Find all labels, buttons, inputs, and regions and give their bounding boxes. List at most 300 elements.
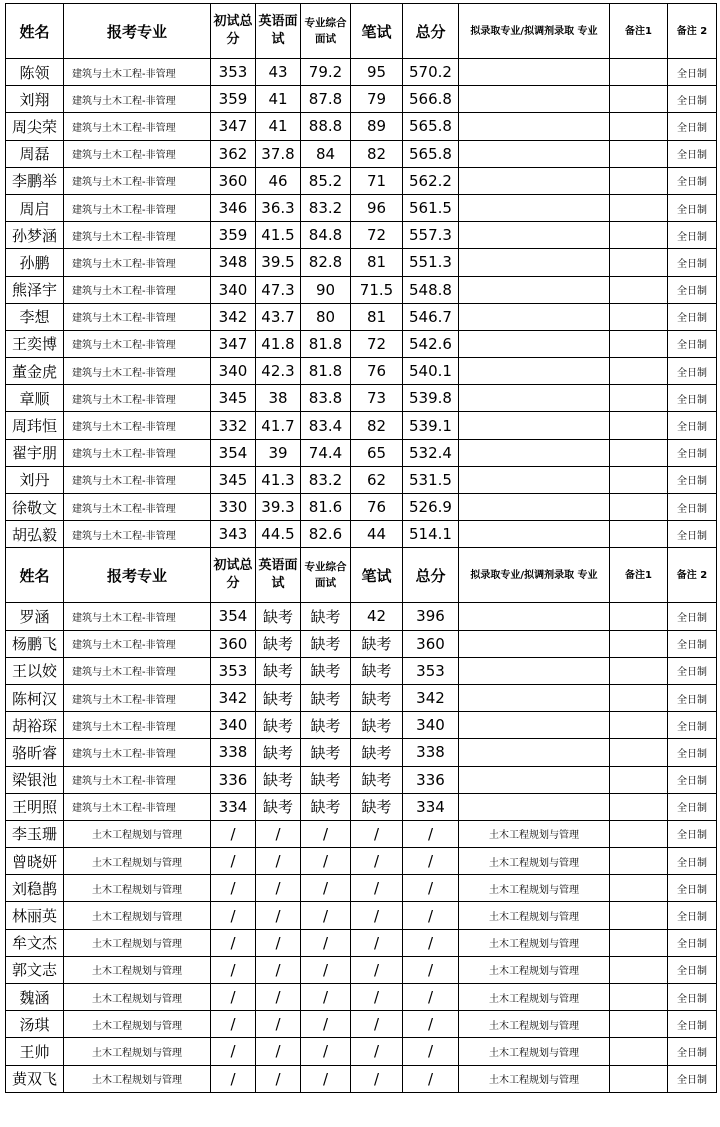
header-english-interview: 英语面试: [256, 548, 301, 603]
cell-initial-total: 342: [211, 303, 256, 330]
cell-note-1: [610, 494, 668, 521]
cell-major: 建筑与土木工程-非管理: [64, 657, 211, 684]
cell-total: 566.8: [403, 86, 459, 113]
cell-major: 土木工程规划与管理: [64, 929, 211, 956]
cell-major-interview: 83.8: [301, 385, 351, 412]
cell-admitted-major: [459, 249, 610, 276]
cell-total: /: [403, 1038, 459, 1065]
cell-note-2: 全日制: [668, 113, 717, 140]
cell-name: 王奕博: [6, 330, 64, 357]
cell-written-test: 81: [351, 303, 403, 330]
cell-total: /: [403, 902, 459, 929]
cell-total: 539.8: [403, 385, 459, 412]
table-row: [6, 521, 717, 548]
cell-major-interview: 79.2: [301, 59, 351, 86]
cell-initial-total: /: [211, 875, 256, 902]
cell-note-2: 全日制: [668, 140, 717, 167]
cell-total: 353: [403, 657, 459, 684]
header-row: [6, 548, 717, 603]
cell-name: 李玉珊: [6, 820, 64, 847]
cell-note-1: [610, 194, 668, 221]
cell-total: 334: [403, 793, 459, 820]
cell-note-1: [610, 439, 668, 466]
cell-initial-total: /: [211, 984, 256, 1011]
cell-admitted-major: 土木工程规划与管理: [459, 820, 610, 847]
cell-name: 刘稳鹊: [6, 875, 64, 902]
cell-name: 王帅: [6, 1038, 64, 1065]
cell-admitted-major: [459, 766, 610, 793]
cell-note-1: [610, 222, 668, 249]
cell-admitted-major: [459, 358, 610, 385]
cell-major: 土木工程规划与管理: [64, 984, 211, 1011]
cell-name: 杨鹏飞: [6, 630, 64, 657]
cell-english-interview: 41.8: [256, 330, 301, 357]
cell-written-test: 71.5: [351, 276, 403, 303]
cell-major: 土木工程规划与管理: [64, 875, 211, 902]
cell-note-1: [610, 875, 668, 902]
cell-written-test: 79: [351, 86, 403, 113]
cell-english-interview: 39: [256, 439, 301, 466]
table-row: [6, 439, 717, 466]
table-row: [6, 140, 717, 167]
table-row: [6, 249, 717, 276]
cell-major-interview: /: [301, 956, 351, 983]
cell-note-1: [610, 712, 668, 739]
cell-major-interview: 81.8: [301, 330, 351, 357]
cell-major: 土木工程规划与管理: [64, 848, 211, 875]
cell-english-interview: 38: [256, 385, 301, 412]
header-initial-total: 初试总分: [211, 548, 256, 603]
cell-total: 539.1: [403, 412, 459, 439]
cell-note-1: [610, 276, 668, 303]
cell-admitted-major: [459, 140, 610, 167]
cell-written-test: 96: [351, 194, 403, 221]
cell-note-1: [610, 412, 668, 439]
cell-note-1: [610, 466, 668, 493]
cell-admitted-major: [459, 59, 610, 86]
cell-major: 土木工程规划与管理: [64, 1038, 211, 1065]
table-row: [6, 113, 717, 140]
cell-english-interview: /: [256, 1038, 301, 1065]
cell-major-interview: 81.6: [301, 494, 351, 521]
table-row: [6, 466, 717, 493]
cell-note-2: 全日制: [668, 276, 717, 303]
cell-note-2: 全日制: [668, 712, 717, 739]
cell-note-2: 全日制: [668, 249, 717, 276]
cell-written-test: 42: [351, 603, 403, 630]
cell-major: 土木工程规划与管理: [64, 956, 211, 983]
cell-admitted-major: [459, 466, 610, 493]
cell-note-2: 全日制: [668, 1038, 717, 1065]
cell-initial-total: 345: [211, 385, 256, 412]
cell-total: /: [403, 1011, 459, 1038]
cell-english-interview: /: [256, 820, 301, 847]
cell-note-2: 全日制: [668, 766, 717, 793]
cell-major: 建筑与土木工程-非管理: [64, 684, 211, 711]
cell-note-1: [610, 630, 668, 657]
cell-english-interview: 39.5: [256, 249, 301, 276]
cell-english-interview: 缺考: [256, 657, 301, 684]
cell-english-interview: 37.8: [256, 140, 301, 167]
table-row: [6, 194, 717, 221]
cell-written-test: /: [351, 929, 403, 956]
table-body: [6, 4, 717, 1093]
table-row: [6, 330, 717, 357]
cell-note-1: [610, 140, 668, 167]
cell-english-interview: /: [256, 956, 301, 983]
cell-initial-total: 343: [211, 521, 256, 548]
cell-written-test: 76: [351, 358, 403, 385]
header-note-2: 备注 2: [668, 4, 717, 59]
cell-note-2: 全日制: [668, 875, 717, 902]
table-row: [6, 793, 717, 820]
cell-major: 建筑与土木工程-非管理: [64, 739, 211, 766]
cell-note-2: 全日制: [668, 412, 717, 439]
cell-admitted-major: 土木工程规划与管理: [459, 875, 610, 902]
cell-major: 建筑与土木工程-非管理: [64, 521, 211, 548]
cell-name: 梁银池: [6, 766, 64, 793]
cell-major: 建筑与土木工程-非管理: [64, 59, 211, 86]
cell-initial-total: 360: [211, 630, 256, 657]
cell-major: 建筑与土木工程-非管理: [64, 494, 211, 521]
table-row: [6, 875, 717, 902]
cell-major-interview: /: [301, 902, 351, 929]
cell-admitted-major: [459, 276, 610, 303]
cell-major-interview: 88.8: [301, 113, 351, 140]
cell-note-1: [610, 86, 668, 113]
cell-note-1: [610, 956, 668, 983]
table-row: [6, 385, 717, 412]
header-written-test: 笔试: [351, 548, 403, 603]
cell-major: 建筑与土木工程-非管理: [64, 412, 211, 439]
cell-admitted-major: 土木工程规划与管理: [459, 848, 610, 875]
cell-name: 黄双飞: [6, 1065, 64, 1092]
cell-name: 汤琪: [6, 1011, 64, 1038]
cell-initial-total: 347: [211, 113, 256, 140]
cell-major-interview: /: [301, 1011, 351, 1038]
cell-initial-total: /: [211, 902, 256, 929]
cell-total: /: [403, 848, 459, 875]
cell-major: 建筑与土木工程-非管理: [64, 86, 211, 113]
cell-major-interview: 缺考: [301, 657, 351, 684]
cell-major: 建筑与土木工程-非管理: [64, 358, 211, 385]
cell-major-interview: /: [301, 820, 351, 847]
cell-written-test: 72: [351, 222, 403, 249]
cell-note-2: 全日制: [668, 793, 717, 820]
cell-major: 建筑与土木工程-非管理: [64, 385, 211, 412]
cell-english-interview: 41.7: [256, 412, 301, 439]
cell-initial-total: 353: [211, 59, 256, 86]
cell-initial-total: 348: [211, 249, 256, 276]
cell-written-test: 缺考: [351, 712, 403, 739]
header-note-1: 备注1: [610, 548, 668, 603]
header-major-interview: 专业综合面试: [301, 548, 351, 603]
cell-total: /: [403, 984, 459, 1011]
cell-written-test: 89: [351, 113, 403, 140]
cell-major: 土木工程规划与管理: [64, 1011, 211, 1038]
cell-english-interview: /: [256, 984, 301, 1011]
cell-major: 建筑与土木工程-非管理: [64, 712, 211, 739]
cell-major-interview: 82.8: [301, 249, 351, 276]
cell-initial-total: 353: [211, 657, 256, 684]
cell-name: 牟文杰: [6, 929, 64, 956]
table-row: [6, 630, 717, 657]
cell-note-2: 全日制: [668, 466, 717, 493]
cell-english-interview: 42.3: [256, 358, 301, 385]
cell-total: 342: [403, 684, 459, 711]
cell-english-interview: 47.3: [256, 276, 301, 303]
cell-major-interview: 85.2: [301, 167, 351, 194]
cell-note-2: 全日制: [668, 330, 717, 357]
cell-initial-total: 345: [211, 466, 256, 493]
cell-initial-total: 340: [211, 276, 256, 303]
cell-name: 魏涵: [6, 984, 64, 1011]
cell-major-interview: 87.8: [301, 86, 351, 113]
cell-major: 建筑与土木工程-非管理: [64, 439, 211, 466]
cell-note-2: 全日制: [668, 684, 717, 711]
cell-initial-total: 354: [211, 603, 256, 630]
table-row: [6, 222, 717, 249]
cell-admitted-major: 土木工程规划与管理: [459, 1065, 610, 1092]
cell-written-test: 73: [351, 385, 403, 412]
cell-initial-total: /: [211, 929, 256, 956]
cell-major-interview: /: [301, 984, 351, 1011]
cell-admitted-major: [459, 684, 610, 711]
table-row: [6, 657, 717, 684]
cell-english-interview: 缺考: [256, 739, 301, 766]
cell-initial-total: 354: [211, 439, 256, 466]
cell-note-1: [610, 358, 668, 385]
cell-name: 周玮恒: [6, 412, 64, 439]
cell-written-test: 缺考: [351, 630, 403, 657]
cell-admitted-major: [459, 330, 610, 357]
cell-english-interview: 43: [256, 59, 301, 86]
cell-note-1: [610, 113, 668, 140]
cell-major: 建筑与土木工程-非管理: [64, 276, 211, 303]
cell-admitted-major: 土木工程规划与管理: [459, 929, 610, 956]
cell-written-test: /: [351, 848, 403, 875]
cell-note-2: 全日制: [668, 59, 717, 86]
cell-name: 周磊: [6, 140, 64, 167]
cell-name: 曾晓妍: [6, 848, 64, 875]
cell-admitted-major: [459, 657, 610, 684]
cell-total: 360: [403, 630, 459, 657]
cell-admitted-major: [459, 521, 610, 548]
cell-total: 561.5: [403, 194, 459, 221]
cell-total: 396: [403, 603, 459, 630]
cell-major-interview: 缺考: [301, 793, 351, 820]
cell-written-test: 95: [351, 59, 403, 86]
cell-admitted-major: [459, 167, 610, 194]
cell-note-2: 全日制: [668, 86, 717, 113]
cell-note-1: [610, 167, 668, 194]
cell-note-1: [610, 793, 668, 820]
cell-name: 章顺: [6, 385, 64, 412]
cell-initial-total: 340: [211, 712, 256, 739]
cell-note-1: [610, 820, 668, 847]
table-row: [6, 1065, 717, 1092]
cell-note-1: [610, 330, 668, 357]
cell-major: 建筑与土木工程-非管理: [64, 167, 211, 194]
cell-admitted-major: 土木工程规划与管理: [459, 984, 610, 1011]
cell-admitted-major: 土木工程规划与管理: [459, 1011, 610, 1038]
table-row: [6, 984, 717, 1011]
cell-written-test: 82: [351, 140, 403, 167]
header-admitted-major: 拟录取专业/拟调剂录取 专业: [459, 4, 610, 59]
cell-written-test: 缺考: [351, 657, 403, 684]
cell-note-1: [610, 249, 668, 276]
cell-admitted-major: [459, 494, 610, 521]
cell-total: 340: [403, 712, 459, 739]
cell-total: /: [403, 820, 459, 847]
cell-name: 王以姣: [6, 657, 64, 684]
cell-note-2: 全日制: [668, 630, 717, 657]
cell-total: 514.1: [403, 521, 459, 548]
table-row: [6, 276, 717, 303]
cell-name: 罗涵: [6, 603, 64, 630]
cell-total: 551.3: [403, 249, 459, 276]
cell-english-interview: 缺考: [256, 712, 301, 739]
cell-name: 陈领: [6, 59, 64, 86]
cell-english-interview: 缺考: [256, 766, 301, 793]
cell-english-interview: 缺考: [256, 630, 301, 657]
cell-note-1: [610, 603, 668, 630]
cell-written-test: /: [351, 956, 403, 983]
header-initial-total: 初试总分: [211, 4, 256, 59]
admission-score-table: [5, 3, 717, 1093]
cell-major-interview: 缺考: [301, 766, 351, 793]
cell-note-2: 全日制: [668, 439, 717, 466]
cell-initial-total: /: [211, 848, 256, 875]
cell-english-interview: 缺考: [256, 603, 301, 630]
cell-name: 熊泽宇: [6, 276, 64, 303]
cell-major: 建筑与土木工程-非管理: [64, 194, 211, 221]
cell-note-2: 全日制: [668, 167, 717, 194]
cell-written-test: 72: [351, 330, 403, 357]
cell-total: 336: [403, 766, 459, 793]
cell-name: 孙梦涵: [6, 222, 64, 249]
cell-written-test: 62: [351, 466, 403, 493]
cell-admitted-major: [459, 194, 610, 221]
table-row: [6, 358, 717, 385]
cell-admitted-major: [459, 303, 610, 330]
cell-major-interview: /: [301, 1038, 351, 1065]
cell-note-1: [610, 929, 668, 956]
cell-english-interview: 39.3: [256, 494, 301, 521]
cell-major-interview: 90: [301, 276, 351, 303]
cell-initial-total: 330: [211, 494, 256, 521]
cell-note-1: [610, 521, 668, 548]
cell-major-interview: 缺考: [301, 603, 351, 630]
cell-written-test: /: [351, 875, 403, 902]
cell-major-interview: 84.8: [301, 222, 351, 249]
table-row: [6, 86, 717, 113]
cell-initial-total: /: [211, 956, 256, 983]
cell-total: /: [403, 875, 459, 902]
cell-note-1: [610, 848, 668, 875]
cell-written-test: 81: [351, 249, 403, 276]
header-note-1: 备注1: [610, 4, 668, 59]
cell-written-test: 缺考: [351, 793, 403, 820]
cell-note-1: [610, 1065, 668, 1092]
cell-total: 542.6: [403, 330, 459, 357]
cell-major-interview: 74.4: [301, 439, 351, 466]
cell-name: 周尖荣: [6, 113, 64, 140]
cell-total: 565.8: [403, 140, 459, 167]
cell-major: 建筑与土木工程-非管理: [64, 603, 211, 630]
cell-admitted-major: 土木工程规划与管理: [459, 902, 610, 929]
cell-admitted-major: 土木工程规划与管理: [459, 1038, 610, 1065]
cell-english-interview: /: [256, 902, 301, 929]
cell-total: /: [403, 956, 459, 983]
cell-note-1: [610, 657, 668, 684]
cell-major: 土木工程规划与管理: [64, 820, 211, 847]
cell-note-2: 全日制: [668, 820, 717, 847]
header-written-test: 笔试: [351, 4, 403, 59]
cell-total: 338: [403, 739, 459, 766]
cell-note-1: [610, 684, 668, 711]
cell-name: 李想: [6, 303, 64, 330]
cell-note-1: [610, 1038, 668, 1065]
cell-major-interview: /: [301, 848, 351, 875]
cell-total: 531.5: [403, 466, 459, 493]
cell-note-1: [610, 766, 668, 793]
cell-initial-total: 334: [211, 793, 256, 820]
cell-note-2: 全日制: [668, 222, 717, 249]
table-row: [6, 848, 717, 875]
cell-english-interview: 41.3: [256, 466, 301, 493]
cell-major-interview: 83.2: [301, 194, 351, 221]
cell-admitted-major: [459, 412, 610, 439]
cell-total: 526.9: [403, 494, 459, 521]
cell-initial-total: /: [211, 820, 256, 847]
cell-major-interview: 83.4: [301, 412, 351, 439]
cell-written-test: 76: [351, 494, 403, 521]
cell-english-interview: 缺考: [256, 684, 301, 711]
cell-name: 骆昕睿: [6, 739, 64, 766]
cell-name: 胡弘毅: [6, 521, 64, 548]
table-row: [6, 1038, 717, 1065]
cell-note-1: [610, 59, 668, 86]
cell-total: 532.4: [403, 439, 459, 466]
header-total: 总分: [403, 548, 459, 603]
table-row: [6, 902, 717, 929]
cell-note-2: 全日制: [668, 494, 717, 521]
cell-english-interview: 36.3: [256, 194, 301, 221]
cell-total: 548.8: [403, 276, 459, 303]
cell-major-interview: /: [301, 1065, 351, 1092]
cell-total: 562.2: [403, 167, 459, 194]
table-row: [6, 494, 717, 521]
cell-major: 建筑与土木工程-非管理: [64, 766, 211, 793]
cell-admitted-major: 土木工程规划与管理: [459, 956, 610, 983]
cell-name: 徐敬文: [6, 494, 64, 521]
cell-note-2: 全日制: [668, 902, 717, 929]
cell-initial-total: 359: [211, 86, 256, 113]
cell-english-interview: 缺考: [256, 793, 301, 820]
table-row: [6, 684, 717, 711]
table-row: [6, 929, 717, 956]
cell-note-1: [610, 303, 668, 330]
cell-note-2: 全日制: [668, 194, 717, 221]
cell-major-interview: 81.8: [301, 358, 351, 385]
cell-note-2: 全日制: [668, 603, 717, 630]
header-major-interview: 专业综合面试: [301, 4, 351, 59]
cell-initial-total: 347: [211, 330, 256, 357]
cell-admitted-major: [459, 439, 610, 466]
cell-total: 570.2: [403, 59, 459, 86]
cell-note-2: 全日制: [668, 358, 717, 385]
